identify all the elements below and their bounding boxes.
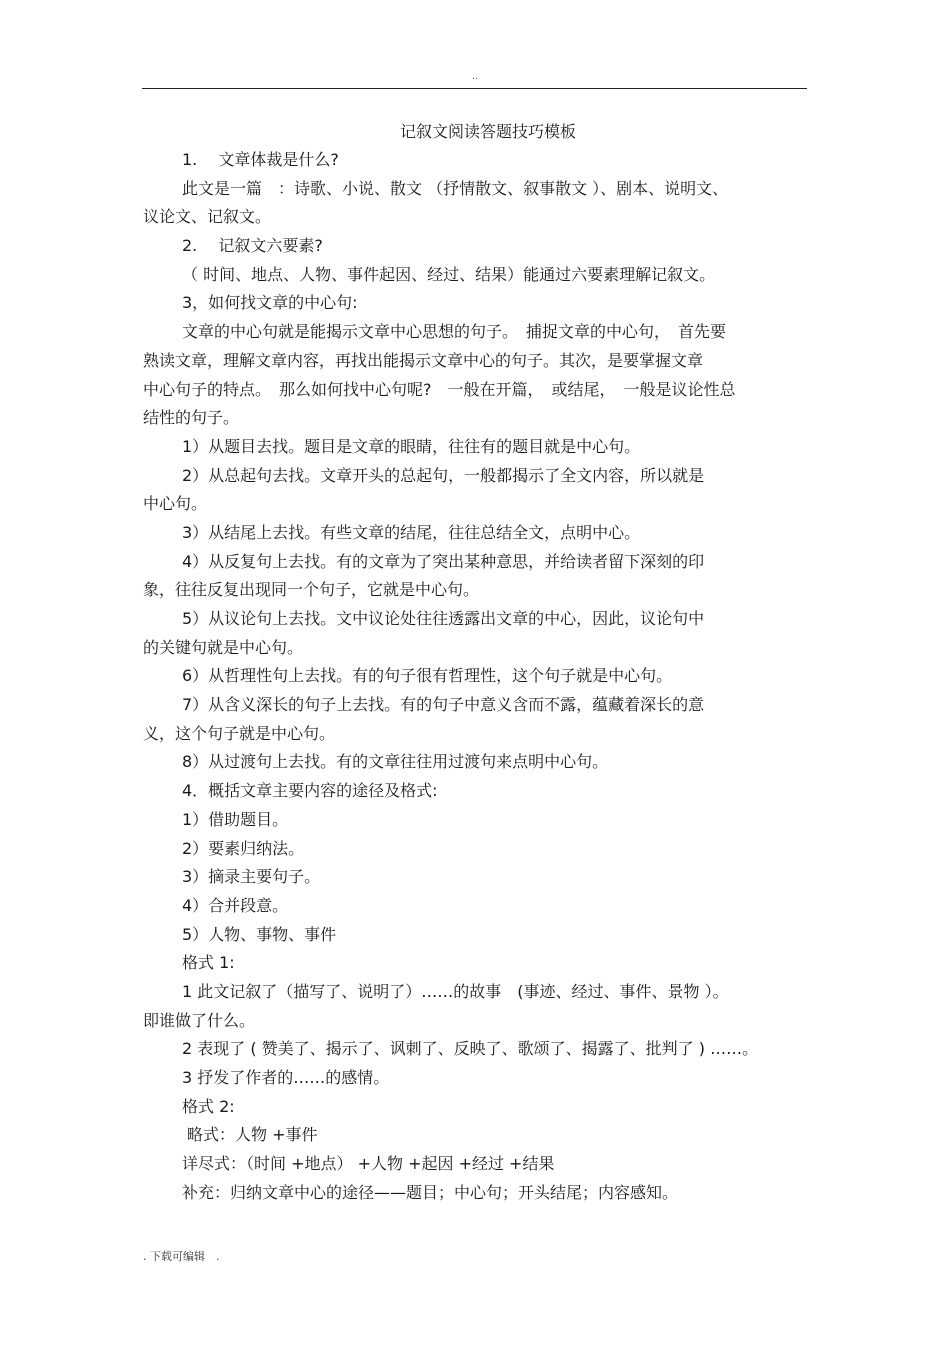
list-item: 7）从含义深长的句子上去找。有的句子中意义含而不露，蕴藏着深长的意 — [182, 695, 705, 715]
paragraph-line: 文章的中心句就是能揭示文章中心思想的句子。 捕捉文章的中心句， 首先要 — [182, 322, 727, 342]
format-item-continuation: 即谁做了什么。 — [143, 1010, 256, 1030]
format-heading: 格式 2: — [182, 1096, 235, 1116]
list-item: 3）从结尾上去找。有些文章的结尾，往往总结全文，点明中心。 — [182, 522, 641, 542]
section-heading-elements: 2. 记叙文六要素? — [182, 236, 323, 256]
document-title: 记叙文阅读答题技巧模板 — [399, 122, 576, 141]
list-item: 4）从反复句上去找。有的文章为了突出某种意思，并给读者留下深刻的印 — [182, 551, 705, 571]
list-item-continuation: 象，往往反复出现同一个句子，它就是中心句。 — [143, 580, 480, 600]
list-item: 3）摘录主要句子。 — [182, 867, 321, 887]
list-item: 2）从总起句去找。文章开头的总起句，一般都揭示了全文内容，所以就是 — [182, 465, 705, 485]
list-item: 1）借助题目。 — [182, 809, 289, 829]
paragraph-line: （ 时间、地点、人物、事件起因、经过、结果）能通过六要素理解记叙文。 — [182, 264, 716, 284]
section-heading-genre: 1. 文章体裁是什么? — [182, 150, 339, 169]
paragraph-line: 结性的句子。 — [143, 408, 240, 428]
list-item: 1）从题目去找。题目是文章的眼睛，往往有的题目就是中心句。 — [182, 436, 641, 456]
format-item: 略式：人物 +事件 — [187, 1125, 318, 1145]
format-item: 2 表现了 ( 赞美了、揭示了、讽刺了、反映了、歌颂了、揭露了、批判了 ) ……。 — [182, 1039, 759, 1059]
list-item-continuation: 中心句。 — [143, 494, 208, 514]
format-item: 1 此文记叙了（描写了、说明了）……的故事 (事迹、经过、事件、景物 ）。 — [182, 981, 729, 1001]
list-item: 2）要素归纳法。 — [182, 838, 305, 858]
list-item: 5）人物、事物、事件 — [182, 924, 337, 944]
document-body — [143, 118, 807, 1207]
paragraph-line: 熟读文章，理解文章内容，再找出能揭示文章中心的句子。其次，是要掌握文章 — [143, 350, 704, 370]
footer-note: . 下载可编辑 . — [143, 1250, 220, 1263]
paragraph-line: 此文是一篇 ：诗歌、小说、散文 （抒情散文、叙事散文 ）、剧本、说明文、 — [182, 178, 729, 198]
list-item: 4）合并段意。 — [182, 895, 289, 915]
format-item: 3 抒发了作者的……的感情。 — [182, 1068, 390, 1087]
format-item: 详尽式：（时间 +地点） +人物 +起因 +经过 +结果 — [182, 1154, 555, 1174]
paragraph-line: 中心句子的特点。 那么如何找中心句呢? 一般在开篇， 或结尾， 一般是议论性总 — [143, 379, 736, 399]
list-item: 8）从过渡句上去找。有的文章往往用过渡句来点明中心句。 — [182, 752, 609, 772]
format-heading: 格式 1: — [182, 953, 235, 973]
list-item: 5）从议论句上去找。文中议论处往往透露出文章的中心，因此，议论句中 — [182, 609, 705, 628]
section-heading-central-sentence: 3，如何找文章的中心句: — [182, 293, 358, 313]
header-rule — [142, 88, 807, 89]
section-heading-summary: 4．概括文章主要内容的途径及格式: — [182, 781, 438, 801]
list-item: 6）从哲理性句上去找。有的句子很有哲理性，这个句子就是中心句。 — [182, 666, 673, 686]
list-item-continuation: 义，这个句子就是中心句。 — [143, 723, 336, 743]
list-item-continuation: 的关键句就是中心句。 — [143, 637, 304, 657]
header-mark: .. — [471, 71, 479, 82]
supplement-line: 补充：归纳文章中心的途径——题目；中心句；开头结尾；内容感知。 — [182, 1182, 679, 1202]
paragraph-line: 议论文、记叙文。 — [143, 207, 272, 227]
